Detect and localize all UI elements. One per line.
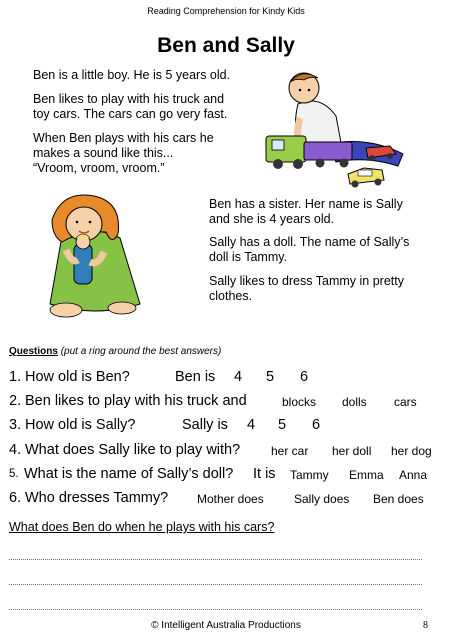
answer-option[interactable]: Sally does (294, 492, 350, 506)
question-number: 3. (9, 417, 22, 433)
page-footer: © Intelligent Australia Productions (151, 620, 301, 631)
page-header: Reading Comprehension for Kindy Kids (147, 6, 305, 16)
boy-with-truck-illustration (258, 66, 408, 196)
story-paragraph-4: Ben has a sister. Her name is Sally and she is 4 years old. (209, 197, 403, 226)
story-paragraph-3: When Ben plays with his cars he makes a sound like this... “Vroom, vroom, vroom.” (33, 131, 214, 175)
question-2 (9, 393, 445, 411)
question-number: 2. (9, 393, 22, 409)
answer-option[interactable]: Tammy (290, 468, 329, 482)
answer-option[interactable]: dolls (342, 395, 367, 409)
question-6 (9, 490, 445, 508)
question-text: How old is Sally? (25, 417, 136, 433)
answer-line-1[interactable] (9, 559, 422, 560)
question-text: How old is Ben? (25, 369, 130, 385)
question-5 (9, 466, 445, 484)
story-paragraph-6: Sally likes to dress Tammy in pretty clothes. (209, 274, 404, 303)
question-number: 4. (9, 442, 22, 458)
questions-instruction: (put a ring around the best answers) (60, 346, 222, 357)
question-text: Who dresses Tammy? (25, 490, 169, 506)
question-text: What does Sally like to play with? (25, 442, 241, 458)
girl-with-doll-illustration (22, 186, 162, 326)
question-text: Ben likes to play with his truck and (25, 393, 247, 409)
answer-option[interactable]: her doll (332, 444, 372, 458)
question-1 (9, 369, 445, 387)
answer-option[interactable]: her dog (391, 444, 432, 458)
answer-option[interactable]: Anna (399, 468, 428, 482)
answer-option[interactable]: 6 (300, 369, 309, 385)
answer-option[interactable]: 5 (278, 417, 287, 433)
question-stem: Ben is (175, 369, 216, 385)
page-number: 8 (423, 620, 428, 631)
question-stem: It is (253, 466, 276, 482)
answer-line-3[interactable] (9, 609, 422, 610)
open-question: What does Ben do when he plays with his cars? (9, 520, 275, 534)
answer-option[interactable]: Mother does (197, 492, 264, 506)
questions-heading (9, 346, 221, 357)
answer-line-2[interactable] (9, 584, 422, 585)
page-title: Ben and Sally (157, 34, 295, 57)
answer-option[interactable]: blocks (282, 395, 317, 409)
question-text: What is the name of Sally’s doll? (24, 466, 234, 482)
question-number: 6. (9, 490, 22, 506)
answer-option[interactable]: 4 (247, 417, 256, 433)
answer-option[interactable]: 4 (234, 369, 243, 385)
question-3 (9, 417, 445, 435)
question-number: 5. (9, 468, 19, 480)
answer-option[interactable]: her car (271, 444, 309, 458)
answer-option[interactable]: cars (394, 395, 417, 409)
story-paragraph-1: Ben is a little boy. He is 5 years old. (33, 68, 231, 82)
question-number: 1. (9, 369, 22, 385)
answer-option[interactable]: 5 (266, 369, 275, 385)
questions-heading-label: Questions (9, 346, 58, 357)
answer-option[interactable]: 6 (312, 417, 321, 433)
story-paragraph-2: Ben likes to play with his truck and toy cars. The cars can go very fast. (33, 92, 228, 121)
answer-option[interactable]: Ben does (373, 492, 424, 506)
question-stem: Sally is (182, 417, 228, 433)
answer-option[interactable]: Emma (349, 468, 384, 482)
story-paragraph-5: Sally has a doll. The name of Sally’s doll is Tammy. (209, 235, 410, 264)
question-4 (9, 442, 445, 460)
